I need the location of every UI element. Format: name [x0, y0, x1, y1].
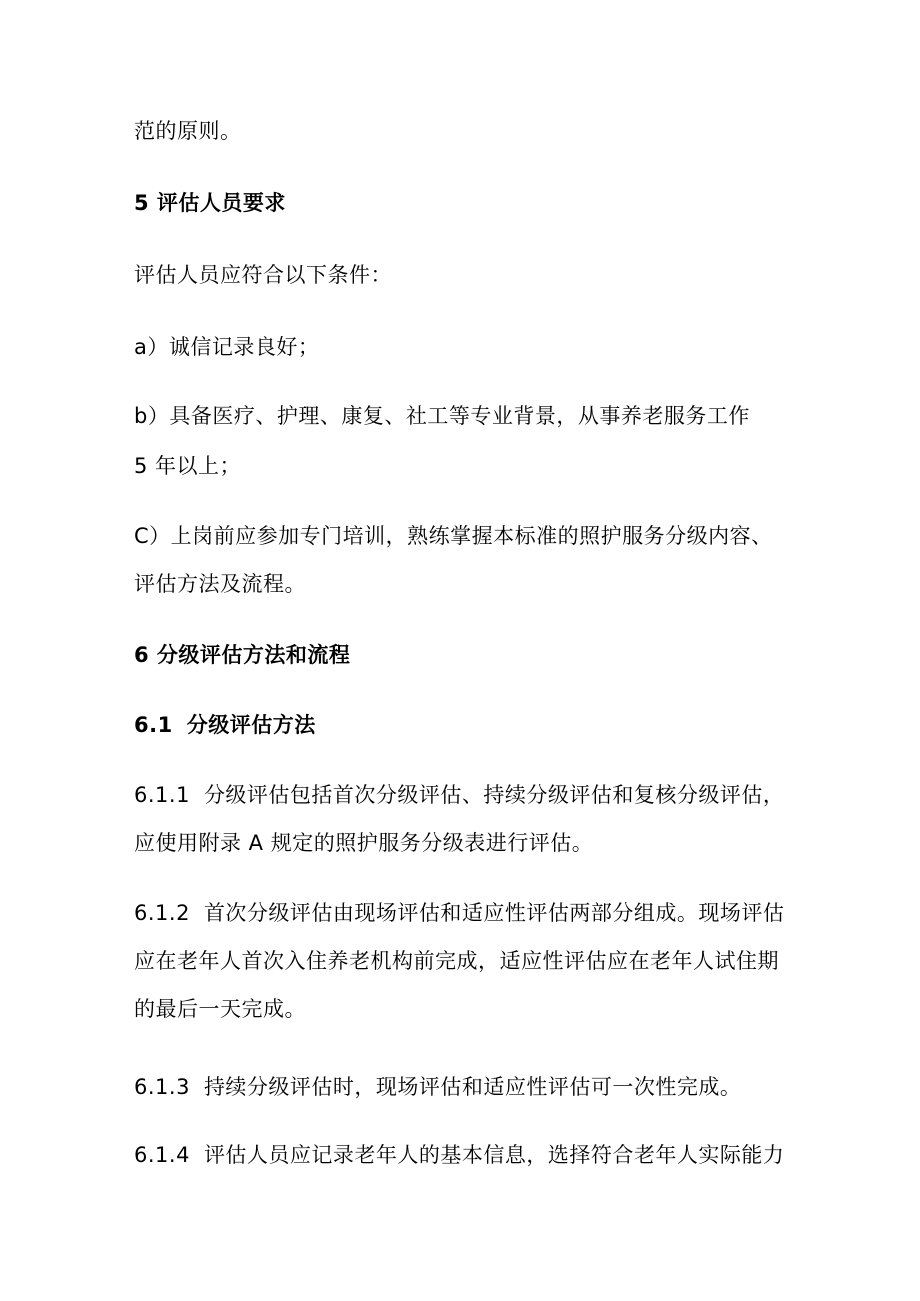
heading-text: 分级评估方法: [186, 713, 316, 737]
clause-number: 6.1.4: [134, 1143, 190, 1167]
line-text: 范的原则。: [134, 119, 242, 143]
paragraph-line: [134, 260, 392, 290]
list-item-a: [134, 332, 319, 362]
line-text: 应使用附录 A 规定的照护服务分级表进行评估。: [134, 831, 594, 855]
clause-6-1-2-continued: [134, 994, 306, 1024]
clause-number: 6.1.1: [134, 783, 190, 807]
line-text: 应在老年人首次入住养老机构前完成，适应性评估应在老年人试住期: [134, 949, 779, 973]
line-text: 5 年以上；: [134, 454, 242, 478]
section-heading-6: [134, 640, 350, 670]
heading-text: 6 分级评估方法和流程: [134, 643, 351, 667]
heading-number: 6.1: [134, 713, 173, 737]
subsection-heading-6-1: [134, 710, 316, 740]
line-text: 持续分级评估时，现场评估和适应性评估可一次性完成。: [203, 1075, 742, 1099]
heading-text: 5 评估人员要求: [134, 191, 286, 215]
line-text: 评估方法及流程。: [134, 572, 306, 596]
clause-6-1-1: [134, 780, 784, 810]
clause-6-1-2-continued: [134, 946, 779, 976]
clause-6-1-4: [134, 1140, 784, 1170]
line-text: C）上岗前应参加专门培训，熟练掌握本标准的照护服务分级内容、: [134, 524, 773, 548]
section-heading-5: [134, 188, 286, 218]
line-text: 的最后一天完成。: [134, 997, 306, 1021]
list-item-b-continued: [134, 451, 241, 481]
clause-6-1-2: [134, 898, 784, 928]
list-item-c: [134, 521, 773, 551]
line-text: 评估人员应记录老年人的基本信息，选择符合老年人实际能力: [203, 1143, 785, 1167]
line-text: 分级评估包括首次分级评估、持续分级评估和复核分级评估，: [203, 783, 785, 807]
paragraph-line: [134, 116, 242, 146]
line-text: 首次分级评估由现场评估和适应性评估两部分组成。现场评估: [203, 901, 785, 925]
clause-6-1-3: [134, 1072, 741, 1102]
clause-number: 6.1.3: [134, 1075, 190, 1099]
line-text: b）具备医疗、护理、康复、社工等专业背景，从事养老服务工作: [134, 404, 750, 428]
list-item-b: [134, 401, 750, 431]
line-text: a）诚信记录良好；: [134, 335, 320, 359]
list-item-c-continued: [134, 569, 306, 599]
clause-6-1-1-continued: [134, 828, 593, 858]
clause-number: 6.1.2: [134, 901, 190, 925]
line-text: 评估人员应符合以下条件：: [134, 263, 392, 287]
